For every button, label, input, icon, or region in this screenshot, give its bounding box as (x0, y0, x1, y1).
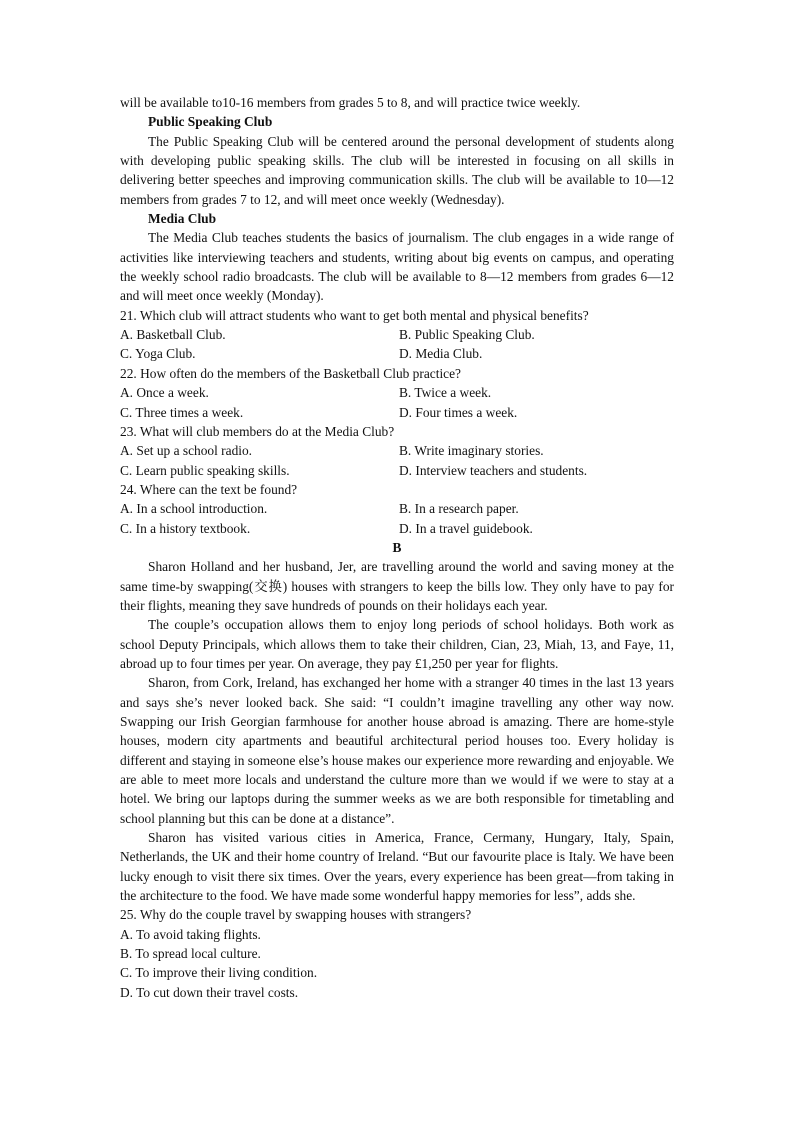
option-b: B. Public Speaking Club. (399, 327, 535, 343)
option-b: B. In a research paper. (399, 501, 519, 517)
question-text: 21. Which club will attract students who want to get both mental and physical benefits? (120, 307, 589, 323)
option-d: D. Four times a week. (399, 404, 518, 420)
option-c: C. To improve their living condition. (120, 965, 318, 981)
option-b: B. Write imaginary stories. (399, 443, 544, 459)
question-21 (120, 306, 674, 364)
question-23 (120, 422, 674, 480)
question-text: 25. Why do the couple travel by swapping houses with strangers? (120, 907, 472, 923)
club-title-public-speaking: Public Speaking Club (148, 114, 273, 130)
option-c: C. Learn public speaking skills. (120, 462, 290, 478)
option-d: D. Media Club. (399, 346, 483, 362)
passage-b-paragraph-2: The couple’s occupation allows them to enjoy long periods of school holidays. Both work as school Deputy Principals, which allows them to take their children, Cian, 23, Miah, 13, and Faye, 11, abroad up to four times per year. On average, they pay £1,250 per year for flights. (120, 617, 674, 671)
document-page (120, 93, 674, 1002)
option-c: C. Three times a week. (120, 404, 244, 420)
club-title-media: Media Club (148, 211, 217, 227)
option-d: D. Interview teachers and students. (399, 462, 588, 478)
option-a: A. To avoid taking flights. (120, 926, 261, 942)
passage-b-paragraph-3: Sharon, from Cork, Ireland, has exchanged her home with a stranger 40 times in the last 13 years and says she’s never looked back. She said: “I couldn’t imagine travelling any other way now. Swapping our Irish Georgian farmhouse for another house abroad is amazing. There are home-style houses, modern city apartments and beautiful architectural period houses too. Every holiday is different and staying in someone else’s house makes our experience more rewarding and enjoyable. We are able to meet more locals and understand the culture more than we would if we were to stay at a hotel. We bring our laptops during the summer weeks as we are both responsible for timetabling and school planning but this can be done at a distance”. (120, 675, 674, 826)
option-a: A. In a school introduction. (120, 501, 268, 517)
passage-b-paragraph-4: Sharon has visited various cities in America, France, Cermany, Hungary, Italy, Spain, Netherlands, the UK and their home country of Ireland. “But our favourite place is Italy. We have been lucky enough to visit there six times. Over the years, every experience has been great—from taking in the architecture to the food. We have made some wonderful happy memories for less”, adds she. (120, 830, 674, 904)
question-text: 22. How often do the members of the Basketball Club practice? (120, 365, 461, 381)
option-c: C. Yoga Club. (120, 346, 196, 362)
question-22 (120, 364, 674, 422)
intro-tail: will be available to10-16 members from grades 5 to 8, and will practice twice weekly. (120, 95, 581, 110)
option-d: D. To cut down their travel costs. (120, 984, 299, 1000)
club-text-public-speaking: The Public Speaking Club will be centered around the personal development of students along with developing public speaking skills. The club will be interested in focusing on all skills in delivering better speeches and improving communication skills. The club will be available to 10—12 members from grades 7 to 12, and will meet once weekly (Wednesday). (120, 133, 674, 207)
option-a: A. Set up a school radio. (120, 443, 253, 459)
option-b: B. To spread local culture. (120, 946, 261, 962)
option-b: B. Twice a week. (399, 385, 492, 401)
option-a: A. Once a week. (120, 385, 209, 401)
section-b-heading: B (392, 539, 402, 555)
option-a: A. Basketball Club. (120, 327, 226, 343)
option-c: C. In a history textbook. (120, 520, 251, 536)
question-text: 23. What will club members do at the Media Club? (120, 423, 395, 439)
question-text: 24. Where can the text be found? (120, 481, 298, 497)
club-text-media: The Media Club teaches students the basics of journalism. The club engages in a wide range of activities like interviewing teachers and students, writing about big events on campus, and operating the weekly school radio broadcasts. The club will be available to 8—12 members from grades 6—12 and will meet once weekly (Monday). (120, 230, 674, 304)
question-25 (120, 905, 674, 1002)
passage-b-paragraph-1: Sharon Holland and her husband, Jer, are travelling around the world and saving money at the same time-by swapping(交换) houses with strangers to keep the bills low. They only have to pay for their flights, meaning they save hundreds of pounds on their holidays each year. (120, 559, 674, 613)
question-24 (120, 480, 674, 538)
option-d: D. In a travel guidebook. (399, 520, 533, 536)
